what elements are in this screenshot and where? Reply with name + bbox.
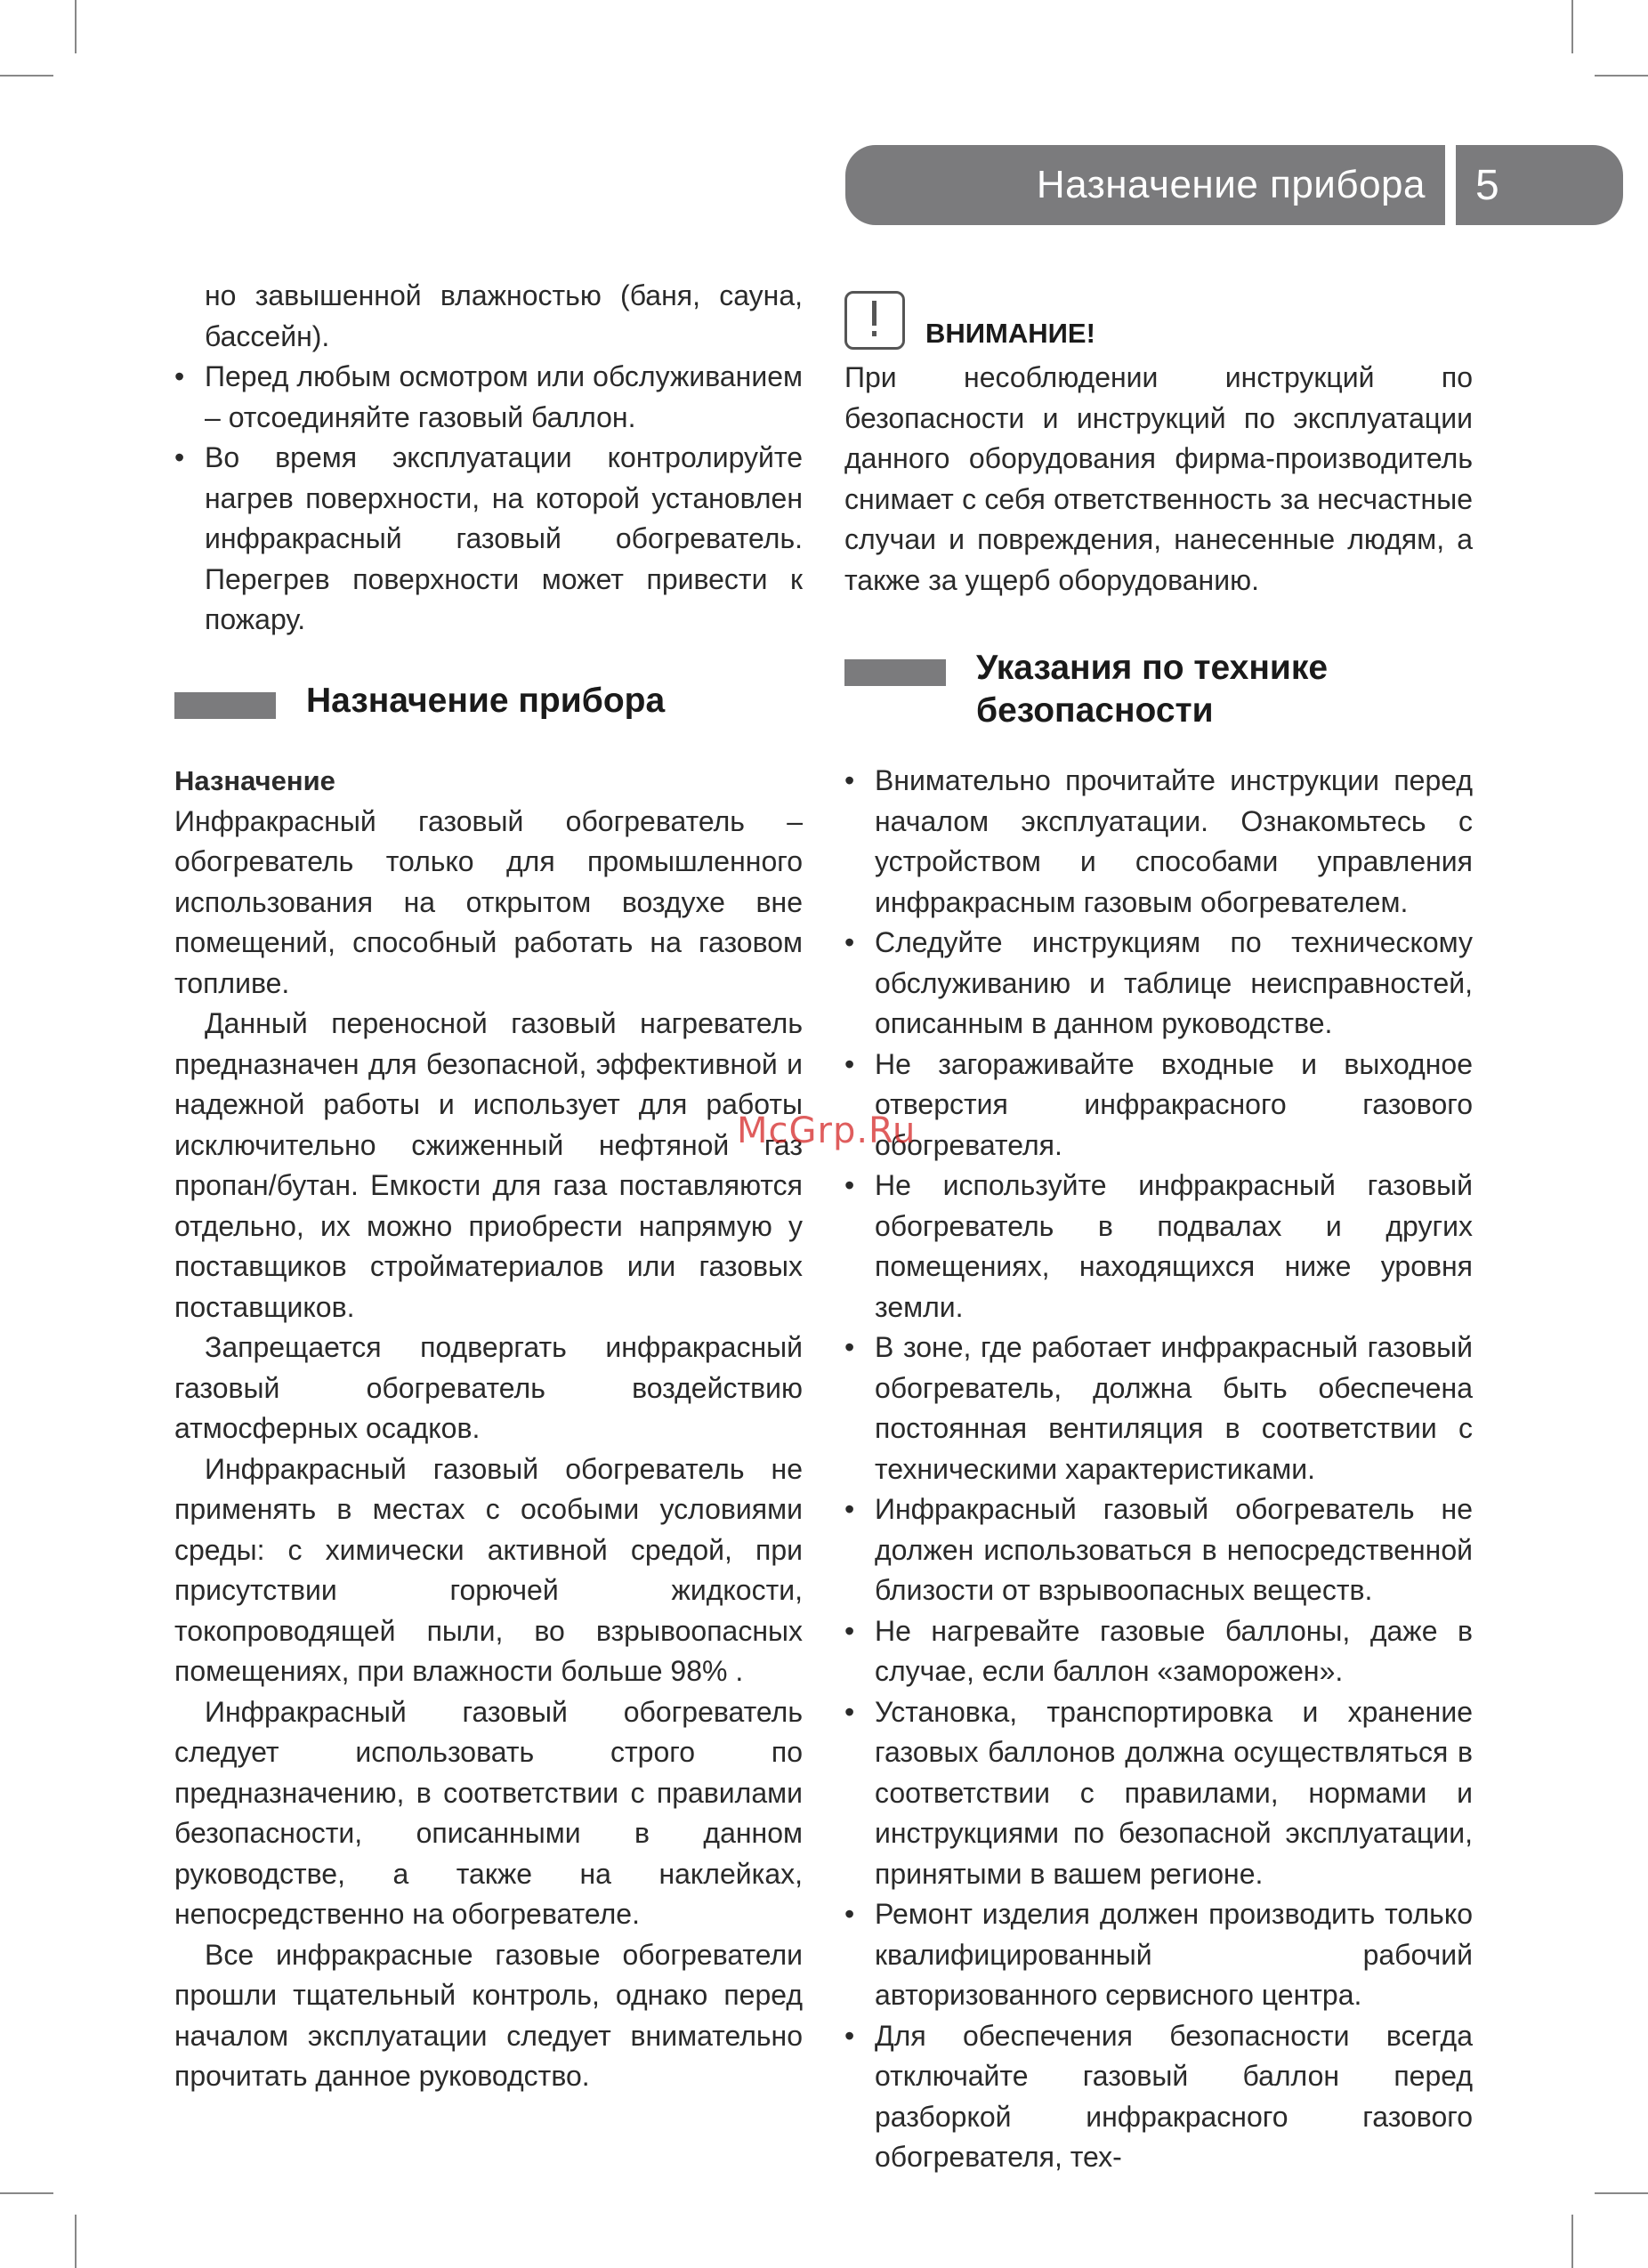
paragraph: Все инфракрасные газовые обогреватели прошли тщательный контроль, однако перед началом эксплуатации следует внимательно прочитать данное руководство. — [174, 1938, 803, 2092]
section-bar — [174, 692, 276, 719]
paragraph: Инфракрасный газовый обогреватель не применять в местах с особыми условиями среды: с химически активной средой, при присутствии горючей жидкости, токопроводящей пыли, во взрывоопасных помещениях, при влажности больше 98% . — [174, 1452, 803, 1687]
list-item: • Перед любым осмотром или обслуживанием – отсоединяйте газовый баллон. — [174, 357, 803, 438]
warning-text: При несоблюдении инструкций по безопасности и инструкций по эксплуатации данного оборудования фирма-производитель снимает с себя ответственность за несчастные случаи и повреждения, нанесенные людям, а также за ущерб оборудованию. — [844, 361, 1473, 596]
left-bullet-list — [174, 357, 803, 641]
crop-mark — [1571, 2215, 1573, 2268]
crop-mark — [1595, 75, 1648, 77]
list-item: • Ремонт изделия должен производить только квалифицированный рабочий авторизованного сервисного центра. — [844, 1894, 1473, 2016]
paragraph: Инфракрасный газовый обогреватель – обогреватель только для промышленного использования на открытом воздухе вне помещений, способный работать на газовом топливе. — [174, 804, 803, 999]
left-column-body — [174, 761, 803, 2097]
section-title-line: безопасности — [976, 691, 1214, 730]
crop-mark — [75, 0, 77, 53]
list-item: • Во время эксплуатации контролируйте нагрев поверхности, на которой установлен инфракрасный газовый обогреватель. Перегрев поверхности может привести к пожару. — [174, 438, 803, 641]
paragraph: Данный переносной газовый нагреватель предназначен для безопасной, эффективной и надежной работы и использует для работы исключительно сжиженный нефтяной газ пропан/бутан. Емкости для газа поставляются отдельно, их можно приобрести напрямую у поставщиков стройматериалов или газовых поставщиков. — [174, 1007, 803, 1323]
watermark-text: McGrp.Ru — [737, 1110, 917, 1151]
warning-icon — [844, 291, 905, 350]
section-heading-safety — [844, 647, 1328, 732]
section-title-line: Указания по технике — [976, 649, 1329, 687]
subheading: Назначение — [174, 765, 335, 796]
list-item: • Инфракрасный газовый обогреватель не должен использоваться в непосредственной близости от взрывоопасных веществ. — [844, 1489, 1473, 1611]
paragraph: Запрещается подвергать инфракрасный газовый обогреватель воздействию атмосферных осадков. — [174, 1331, 803, 1444]
list-item: • Следуйте инструкциям по техническому обслуживанию и таблице неисправностей, описанным в данном руководстве. — [844, 923, 1473, 1045]
right-column-body — [844, 761, 1473, 2178]
crop-mark — [0, 75, 53, 77]
list-item: • Установка, транспортировка и хранение газовых баллонов должна осуществляться в соответствии с правилами, нормами и инструкциями по безопасной эксплуатации, принятыми в вашем регионе. — [844, 1692, 1473, 1895]
warning-block — [844, 358, 1473, 601]
continuation-text: но завышенной влажностью (баня, сауна, бассейн). — [205, 279, 803, 352]
list-item: • Внимательно прочитайте инструкции перед началом эксплуатации. Ознакомьтесь с устройством и способами управления инфракрасным газовым обогревателем. — [844, 761, 1473, 923]
crop-mark — [75, 2215, 77, 2268]
section-title: Назначение прибора — [306, 682, 666, 720]
crop-mark — [1571, 0, 1573, 53]
crop-mark — [0, 2192, 53, 2194]
crop-mark — [1595, 2192, 1648, 2194]
paragraph: Инфракрасный газовый обогреватель следует использовать строго по предназначению, в соответствии с правилами безопасности, описанными в данном руководстве, а также на наклейках, непосредственно на обогревателе. — [174, 1695, 803, 1930]
left-column-top — [174, 276, 803, 641]
list-item: • В зоне, где работает инфракрасный газовый обогреватель, должна быть обеспечена постоянная вентиляция в соответствии с техническими характеристиками. — [844, 1328, 1473, 1489]
list-item: • Для обеспечения безопасности всегда отключайте газовый баллон перед разборкой инфракрасного газового обогревателя, тех- — [844, 2016, 1473, 2178]
section-heading-purpose — [174, 680, 665, 722]
list-item: • Не используйте инфракрасный газовый обогреватель в подвалах и других помещениях, находящихся ниже уровня земли. — [844, 1166, 1473, 1328]
warning-title: ВНИМАНИЕ! — [925, 318, 1095, 349]
page-number: 5 — [1456, 145, 1623, 225]
list-item: • Не нагревайте газовые баллоны, даже в случае, если баллон «заморожен». — [844, 1611, 1473, 1692]
section-title — [976, 647, 1328, 732]
safety-bullet-list — [844, 761, 1473, 2178]
page-header — [845, 145, 1445, 225]
section-bar — [844, 659, 946, 686]
list-item: • Не загораживайте входные и выходное отверстия инфракрасного газового обогревателя. — [844, 1045, 1473, 1166]
header-title: Назначение прибора — [1036, 163, 1426, 206]
